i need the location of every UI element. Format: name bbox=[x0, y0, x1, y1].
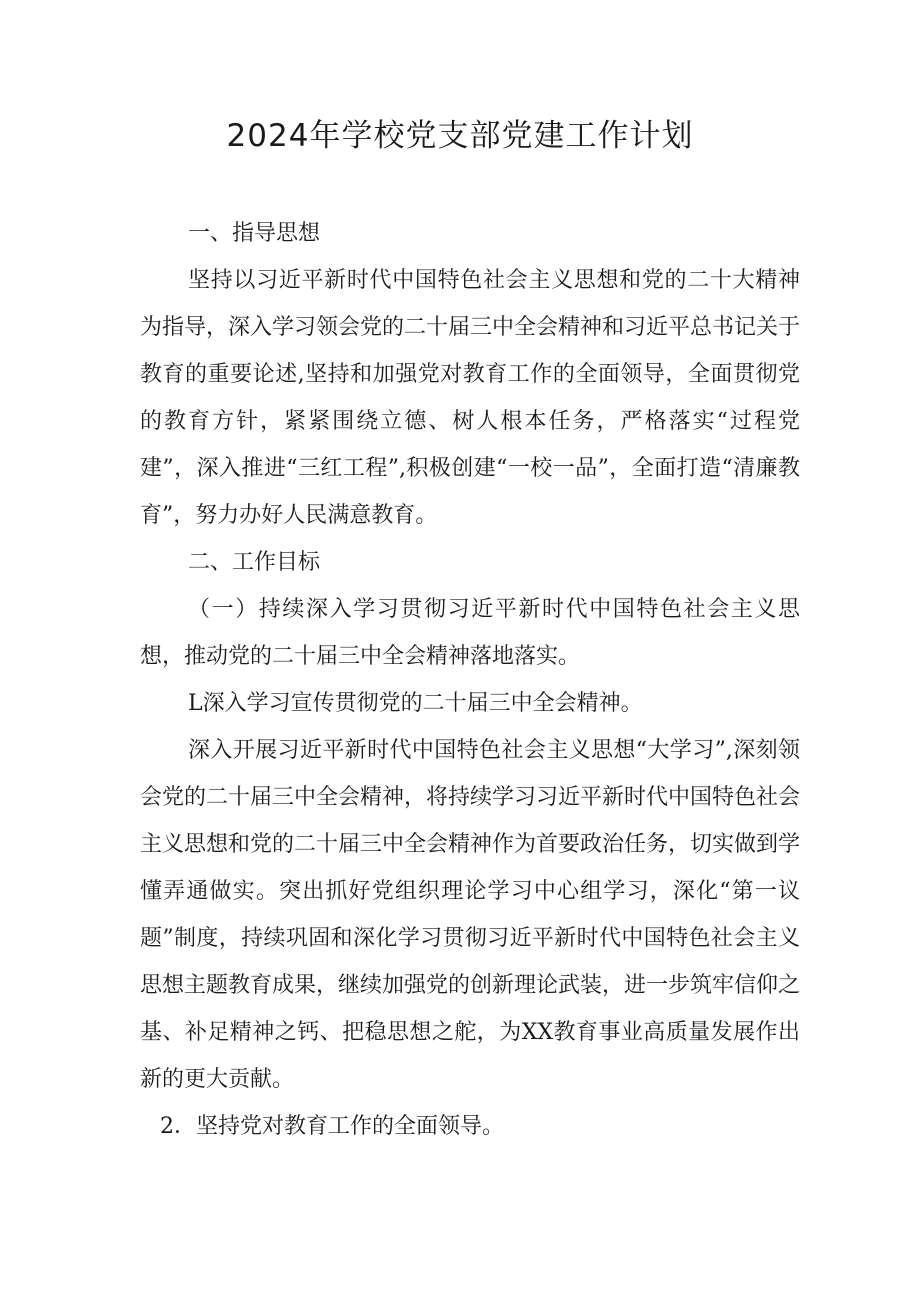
document-body bbox=[140, 210, 800, 1150]
subsection-heading-1: （一）持续深入学习贯彻习近平新时代中国特色社会主义思想，推动党的二十届三中全会精神落地落实。 bbox=[140, 597, 800, 669]
item-heading-1: L深入学习宣传贯彻党的二十届三中全会精神。 bbox=[188, 691, 643, 716]
section-heading-guiding-ideology: 一、指导思想 bbox=[188, 221, 321, 246]
item-heading-2: 2．坚持党对教育工作的全面领导。 bbox=[160, 1114, 504, 1139]
section-heading-work-goals: 二、工作目标 bbox=[188, 550, 321, 575]
document-title: 2024年学校党支部党建工作计划 bbox=[226, 118, 694, 154]
paragraph-study: 深入开展习近平新时代中国特色社会主义思想“大学习”,深刻领会党的二十届三中全会精神，将持续学习习近平新时代中国特色社会主义思想和党的二十届三中全会精神作为首要政治任务，切实做到学懂弄通做实。突出抓好党组织理论学习中心组学习，深化“第一议题”制度，持续巩固和深化学习贯彻习近平新时代中国特色社会主义思想主题教育成果，继续加强党的创新理论武装，进一步筑牢信仰之基、补足精神之钙、把稳思想之舵，为XX教育事业高质量发展作出新的更大贡献。 bbox=[140, 738, 801, 1092]
paragraph-guiding-ideology: 坚持以习近平新时代中国特色社会主义思想和党的二十大精神为指导，深入学习领会党的二十届三中全会精神和习近平总书记关于教育的重要论述,坚持和加强党对教育工作的全面领导，全面贯彻党的教育方针，紧紧围绕立德、树人根本任务，严格落实“过程党建”，深入推进“三红工程”,积极创建“一校一品”，全面打造“清廉教育”，努力办好人民满意教育。 bbox=[140, 268, 801, 528]
